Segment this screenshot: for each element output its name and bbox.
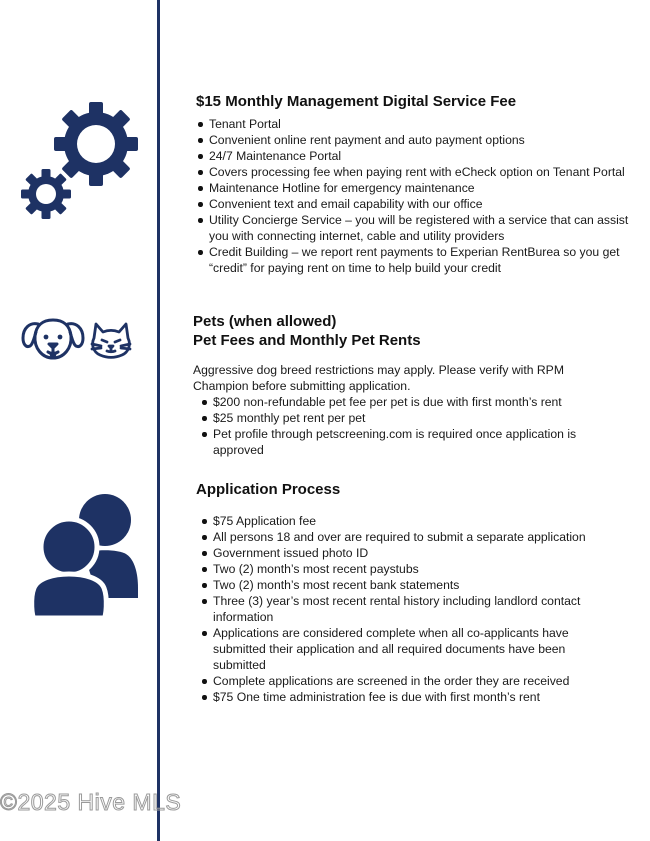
list-item: Convenient text and email capability with our office <box>196 196 636 212</box>
list-item: Two (2) month’s most recent paystubs <box>200 561 595 577</box>
list-item: $75 Application fee <box>200 513 595 529</box>
list-item: Convenient online rent payment and auto payment options <box>196 132 636 148</box>
list-item: Two (2) month’s most recent bank statements <box>200 577 595 593</box>
watermark: ©2025 Hive MLS <box>0 789 182 815</box>
list-item: All persons 18 and over are required to submit a separate application <box>200 529 595 545</box>
list-item: Maintenance Hotline for emergency maintenance <box>196 180 636 196</box>
list-item: Applications are considered complete when all co-applicants have submitted their application and all required documents have been submitted <box>200 625 595 673</box>
list-item: Government issued photo ID <box>200 545 595 561</box>
dog-icon <box>20 316 86 362</box>
list-item: Three (3) year’s most recent rental history including landlord contact information <box>200 593 595 625</box>
management-fee-list <box>196 116 636 276</box>
management-fee-title: $15 Monthly Management Digital Service Fee <box>196 93 517 110</box>
gears-icon <box>18 100 143 225</box>
pets-section <box>193 312 633 458</box>
application-title: Application Process <box>196 481 341 498</box>
cat-icon <box>88 320 134 360</box>
list-item: Pet profile through petscreening.com is required once application is approved <box>200 426 600 458</box>
list-item: Tenant Portal <box>196 116 636 132</box>
pets-intro: Aggressive dog breed restrictions may apply. Please verify with RPM Champion before submitting application. <box>193 363 564 393</box>
pets-title-line1: Pets (when allowed) <box>193 313 337 330</box>
people-icon <box>24 492 140 622</box>
list-item: Utility Concierge Service – you will be registered with a service that can assist you with connecting internet, cable and utility providers <box>196 212 636 244</box>
pets-list <box>200 394 600 458</box>
application-list <box>200 513 595 705</box>
list-item: $75 One time administration fee is due with first month’s rent <box>200 689 595 705</box>
list-item: Credit Building – we report rent payments to Experian RentBurea so you get “credit” for paying rent on time to help build your credit <box>196 244 636 276</box>
list-item: 24/7 Maintenance Portal <box>196 148 636 164</box>
pets-title-line2: Pet Fees and Monthly Pet Rents <box>193 332 421 349</box>
list-item: Covers processing fee when paying rent with eCheck option on Tenant Portal <box>196 164 636 180</box>
application-section <box>196 480 636 705</box>
list-item: $25 monthly pet rent per pet <box>200 410 600 426</box>
vertical-divider <box>157 0 160 841</box>
list-item: $200 non-refundable pet fee per pet is due with first month’s rent <box>200 394 600 410</box>
list-item: Complete applications are screened in the order they are received <box>200 673 595 689</box>
management-fee-section <box>196 92 636 276</box>
